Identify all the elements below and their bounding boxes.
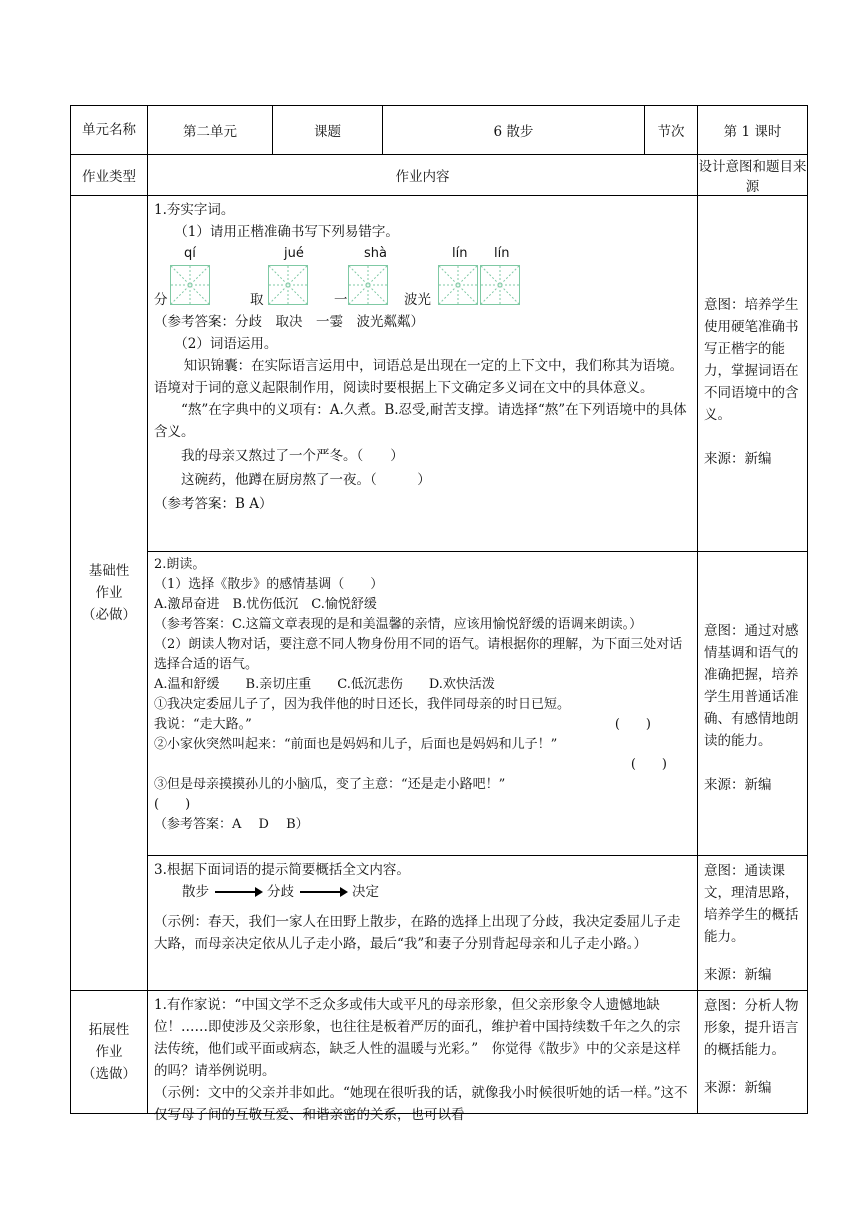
q1-title: 1.夯实字词。 [154, 202, 235, 218]
q1-answer1: （参考答案：分歧 取决 一霎 波光粼粼） [154, 314, 424, 330]
q1-question: “熬”在字典中的义项有：A.久煮。B.忍受,耐苦支撑。请选择“熬”在下列语境中的具体含义。 [154, 402, 687, 440]
word-boguang: 波光 [404, 292, 431, 308]
q1-sentence2: 这碗药，他蹲在厨房熬了一夜。（ ） [181, 472, 431, 488]
q1-sub1: （1）请用正楷准确书写下列易错字。 [174, 224, 399, 240]
content-label: 作业内容 [148, 155, 698, 196]
q1-answer2: （参考答案：B A） [154, 496, 273, 512]
basic-q1-row [71, 196, 808, 552]
extend-label-3: （选做） [82, 1066, 136, 1082]
basic-q3-row [71, 856, 808, 991]
basic-label-2: 作业 [95, 585, 123, 601]
q1-source: 来源：新编 [704, 451, 772, 467]
header-row [71, 106, 808, 155]
extend-intent-cell [698, 991, 808, 1114]
q1-tip: 知识锦囊：在实际语言运用中，词语总是出现在一定的上下文中，我们称其为语境。语境对于词的意义起限制作用，阅读时要根据上下文确定多义词在文中的具体意义。 [154, 358, 684, 396]
q3-source: 来源：新编 [704, 967, 772, 983]
basic-q3-intent-cell [698, 856, 808, 991]
extend-label-1: 拓展性 [88, 1022, 130, 1038]
writing-grid-row [154, 263, 691, 311]
q3-example: （示例：春天，我们一家人在田野上散步，在路的选择上出现了分歧，我决定委屈儿子走大路，而母亲决定依从儿子走小路，最后“我”和妻子分别背起母亲和儿子走小路。） [154, 914, 681, 952]
pinyin-lin-2: lín [494, 246, 510, 261]
pinyin-row [154, 243, 691, 263]
tianzige-box[interactable] [170, 265, 210, 305]
basic-label-3: （必做） [82, 607, 136, 623]
q2-answer1: （参考答案：C.这篇文章表现的是和美温馨的亲情，应该用愉悦舒缓的语调来朗读。） [154, 617, 643, 632]
word-qu: 取 [250, 292, 264, 308]
q2-item1a: ①我决定委屈儿子了，因为我伴他的时日还长，我伴同母亲的时日已短。 [154, 697, 571, 712]
basic-q1-intent-cell [698, 196, 808, 552]
arrow-right-icon [215, 891, 261, 893]
unit-value: 第二单元 [148, 106, 273, 155]
basic-q1-content [148, 196, 698, 552]
section-label: 节次 [645, 106, 698, 155]
section-value: 第 1 课时 [698, 106, 808, 155]
pinyin-lin-1: lín [452, 246, 468, 261]
word-yi: 一 [334, 292, 348, 308]
pinyin-jue: jué [284, 246, 304, 261]
q2-item1b: 我说：“走大路。” [154, 717, 252, 732]
extend-label-2: 作业 [95, 1044, 123, 1060]
q3-flow [154, 881, 691, 903]
flow-step-2: 分歧 [267, 884, 294, 900]
word-fen: 分 [154, 292, 168, 308]
basic-q2-content [148, 552, 698, 856]
basic-type-cell [71, 196, 148, 991]
basic-q2-intent-cell [698, 552, 808, 856]
q2-item2b: ( ) [630, 757, 667, 772]
topic-label: 课题 [273, 106, 383, 155]
extend-type-cell [71, 991, 148, 1114]
q2-options2: A.温和舒缓 B.亲切庄重 C.低沉悲伤 D.欢快活泼 [154, 677, 495, 692]
type-label: 作业类型 [71, 155, 148, 196]
q1-intent: 意图：培养学生使用硬笔准确书写正楷字的能力，掌握词语在不同语境中的含义。 [704, 297, 799, 423]
tianzige-box[interactable] [268, 265, 308, 305]
extend-row [71, 991, 808, 1114]
unit-label: 单元名称 [71, 106, 148, 155]
extend-q1: 1.有作家说：“中国文学不乏众多或伟大或平凡的母亲形象，但父亲形象令人遗憾地缺位！……即使涉及父亲形象，也往往是板着严厉的面孔，维护着中国持续数千年之久的宗法传统，他们或平面或病态，缺乏人性的温暖与光彩。” 你觉得《散步》中的父亲是这样的吗？请举例说明。 [154, 997, 681, 1079]
q2-options1: A.激昂奋进 B.忧伤低沉 C.愉悦舒缓 [154, 597, 377, 612]
extend-content [148, 991, 698, 1123]
subheader-row [71, 155, 808, 196]
q3-intent: 意图：通读课文，理清思路，培养学生的概括能力。 [704, 863, 799, 945]
q1-sub2: （2）词语运用。 [174, 336, 278, 352]
q2-answer2: （参考答案：A D B） [154, 817, 309, 832]
pinyin-sha: shà [364, 246, 387, 261]
q2-item3b: ( ) [154, 797, 191, 812]
q3-title: 3.根据下面词语的提示简要概括全文内容。 [154, 862, 410, 878]
basic-label-1: 基础性 [88, 563, 130, 579]
flow-step-3: 决定 [352, 884, 379, 900]
q2-title: 2.朗读。 [154, 557, 206, 572]
homework-table [70, 105, 808, 1123]
pinyin-qi: qí [184, 246, 196, 261]
tianzige-box[interactable] [348, 265, 388, 305]
q2-item1-line [154, 715, 691, 735]
arrow-right-icon [300, 891, 346, 893]
q2-item3a: ③但是母亲摸摸孙儿的小脑瓜，变了主意：“还是走小路吧！” [154, 777, 506, 792]
topic-value: 6 散步 [383, 106, 645, 155]
basic-q2-row [71, 552, 808, 856]
tianzige-box[interactable] [480, 265, 520, 305]
extend-intent: 意图：分析人物形象，提升语言的概括能力。 [704, 998, 799, 1058]
q2-sub2: （2）朗读人物对话，要注意不同人物身份用不同的语气。请根据你的理解，为下面三处对话选择合适的语气。 [154, 637, 683, 672]
q2-sub1: （1）选择《散步》的感情基调（ ） [154, 577, 384, 592]
q1-sentence1: 我的母亲又熬过了一个严冬。（ ） [181, 448, 404, 464]
tianzige-box[interactable] [438, 265, 478, 305]
design-label: 设计意图和题目来源 [698, 155, 808, 196]
extend-source: 来源：新编 [704, 1080, 772, 1096]
basic-q3-content [148, 856, 698, 991]
q2-intent: 意图：通过对感情基调和语气的准确把握，培养学生用普通话准确、有感情地朗读的能力。 [704, 623, 799, 749]
flow-step-1: 散步 [182, 884, 209, 900]
q2-source: 来源：新编 [704, 777, 772, 793]
q2-item1c: ( ) [614, 717, 651, 732]
q2-item2a: ②小家伙突然叫起来：“前面也是妈妈和儿子，后面也是妈妈和儿子！” [154, 737, 558, 752]
extend-example: （示例：文中的父亲并非如此。“她现在很听我的话，就像我小时候很听她的话一样。”这不仅写母子间的互敬互爱、和谐亲密的关系，也可以看 [154, 1085, 688, 1123]
